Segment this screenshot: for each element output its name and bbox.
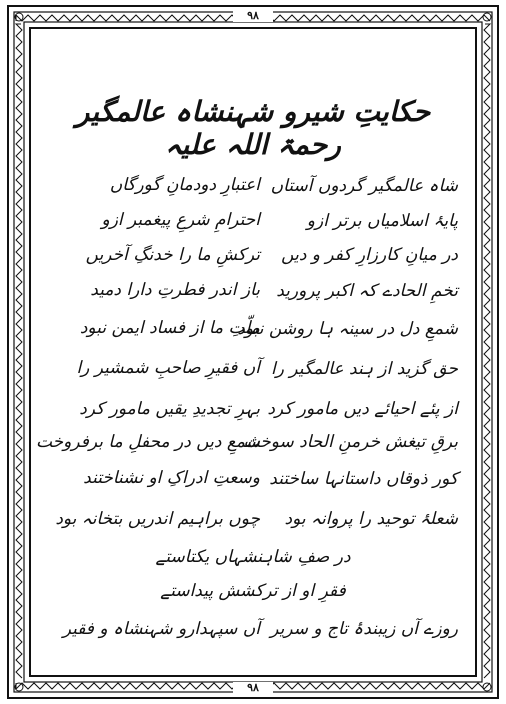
centered-line: فقرِ او از ترکشش پیداستے: [160, 581, 346, 601]
hemistich-first: تخمِ الحادے کہ اکبر پرورید: [276, 281, 458, 301]
hemistich-first: کور ذوقاں داستانہا ساختند: [269, 469, 458, 489]
hemistich-first: روزے آں زیبندۂ تاج و سریر: [270, 619, 458, 639]
couplet: [40, 508, 466, 538]
couplet: [40, 175, 466, 205]
hemistich-second: آں سپہدارو شہنشاہ و فقیر: [62, 619, 260, 639]
couplet: [40, 318, 466, 348]
couplet: [40, 358, 466, 388]
hemistich-second: بہرِ تجدیدِ یقیں مامور کرد: [79, 399, 260, 419]
hemistich-first: در میانِ کارزارِ کفر و دیں: [281, 245, 458, 265]
hemistich-second: آں فقیرِ صاحبِ شمشیر را: [76, 358, 260, 378]
hemistich-second: احترامِ شرعِ پیغمبر ازو: [101, 210, 260, 230]
hemistich-second: وسعتِ ادراکِ او نشناختند: [83, 468, 260, 488]
hemistich-first: از پئے احیائے دیں مامور کرد: [267, 399, 458, 419]
hemistich-second: ترکشِ ما را خدنگِ آخریں: [85, 245, 260, 265]
hemistich-first: شاہ عالمگیر گردوں آستاں: [270, 176, 458, 196]
hemistich-second: باز اندر فطرتِ دارا دمید: [90, 280, 260, 300]
page-number-top: ۹۸: [233, 10, 273, 22]
hemistich-first: حق گزید از ہند عالمگیر را: [271, 359, 458, 379]
couplet: [40, 280, 466, 310]
page-content: [35, 40, 466, 664]
page-number-bottom: ۹۸: [233, 682, 273, 694]
hemistich-second: شمعِ دیں در محفلِ ما برفروخت: [35, 432, 260, 452]
hemistich-second: اعتبارِ دودمانِ گورگاں: [109, 175, 260, 195]
centered-line: در صفِ شاہنشہاں یکتاستے: [155, 547, 351, 567]
couplet: [40, 210, 466, 240]
couplet: [40, 245, 466, 275]
hemistich-first: شعلۂ توحید را پروانہ بود: [284, 509, 458, 529]
hemistich-first: برقِ تیغش خرمنِ الحاد سوخت: [243, 432, 458, 452]
couplet: [40, 468, 466, 498]
hemistich-second: ملّتِ ما از فساد ایمن نبود: [79, 318, 260, 338]
final-couplet: [40, 618, 466, 648]
poem-title: حکایتِ شیرو شہنشاہ عالمگیر رحمۃ اللہ علیہ: [75, 95, 431, 161]
hemistich-first: شمعِ دل در سینہ ہا روشن نبود: [237, 319, 458, 339]
hemistich-second: چوں براہیم اندریں بتخانہ بود: [55, 509, 260, 529]
couplet: [40, 398, 466, 428]
couplet: [35, 432, 466, 462]
hemistich-first: پایۂ اسلامیاں برتر ازو: [306, 211, 458, 231]
